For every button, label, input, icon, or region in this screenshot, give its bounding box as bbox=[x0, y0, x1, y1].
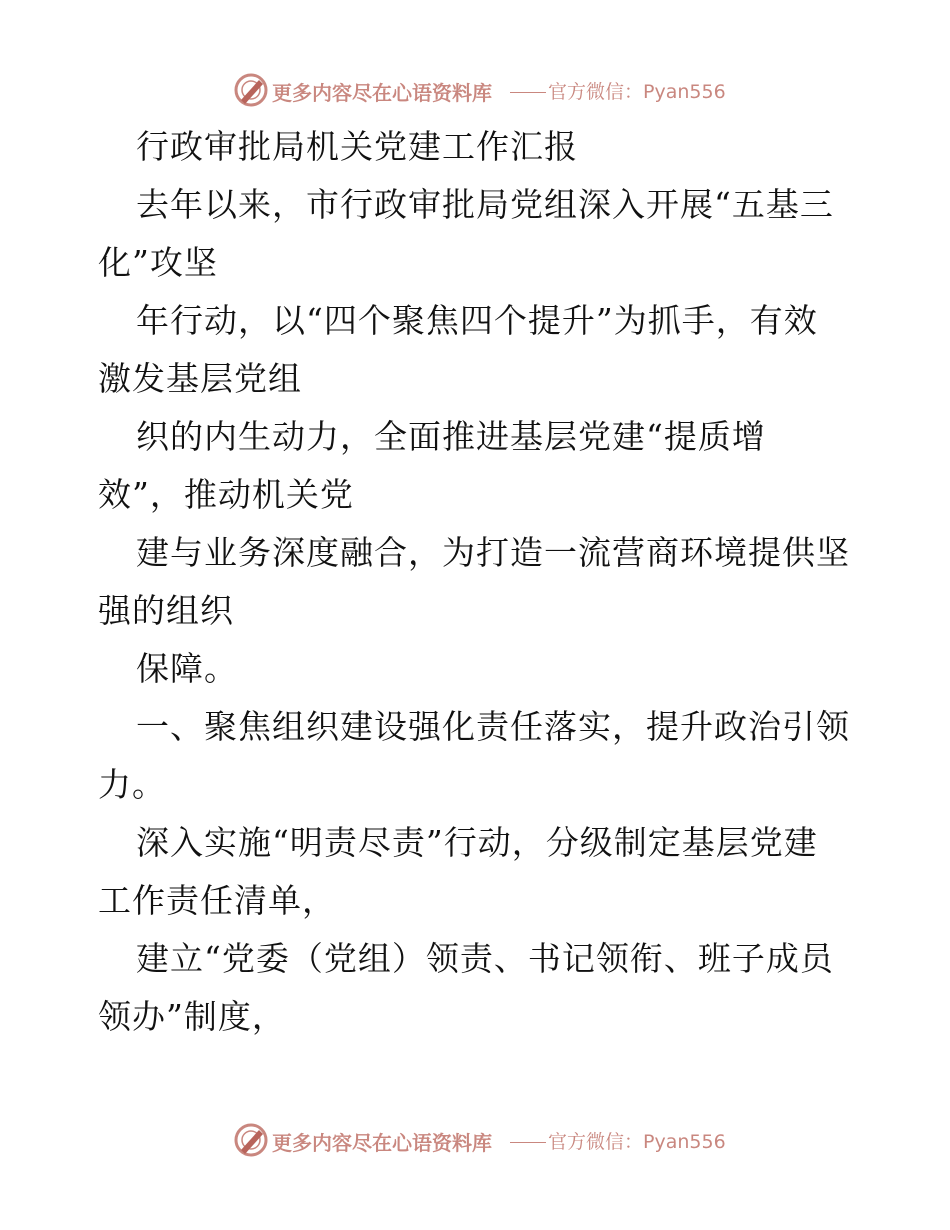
text-line: 激发基层党组 bbox=[98, 359, 302, 398]
text-line: 化”攻坚 bbox=[98, 243, 218, 282]
text-line: 工作责任清单， bbox=[98, 881, 336, 920]
text-line: 深入实施“明责尽责”行动，分级制定基层党建 bbox=[136, 823, 818, 862]
text-line: 织的内生动力，全面推进基层党建“提质增 bbox=[136, 417, 766, 456]
text-line: 领办”制度， bbox=[98, 997, 286, 1036]
watermark-wechat: 官方微信：Pyan556 bbox=[510, 77, 726, 104]
document-body bbox=[98, 118, 853, 1046]
header-watermark bbox=[0, 70, 950, 110]
text-line: 保障。 bbox=[136, 649, 238, 688]
text-line: 行政审批局机关党建工作汇报 bbox=[136, 127, 578, 166]
watermark-slogan: 更多内容尽在心语资料库 bbox=[272, 81, 492, 105]
text-line: 一、聚焦组织建设强化责任落实，提升政治引领 bbox=[136, 707, 850, 746]
text-line: 年行动，以“四个聚焦四个提升”为抓手，有效 bbox=[136, 301, 818, 340]
text-line: 建与业务深度融合，为打造一流营商环境提供坚 bbox=[136, 533, 850, 572]
pen-logo-icon bbox=[233, 1122, 269, 1158]
watermark-wechat: 官方微信：Pyan556 bbox=[510, 1127, 726, 1154]
text-line: 力。 bbox=[98, 765, 166, 804]
footer-watermark bbox=[0, 1120, 950, 1160]
pen-logo-icon bbox=[233, 72, 269, 108]
text-line: 去年以来，市行政审批局党组深入开展“五基三 bbox=[136, 185, 834, 224]
text-line: 强的组织 bbox=[98, 591, 234, 630]
text-line: 效”，推动机关党 bbox=[98, 475, 354, 514]
text-line: 建立“党委（党组）领责、书记领衔、班子成员 bbox=[136, 939, 834, 978]
watermark-slogan: 更多内容尽在心语资料库 bbox=[272, 1131, 492, 1155]
